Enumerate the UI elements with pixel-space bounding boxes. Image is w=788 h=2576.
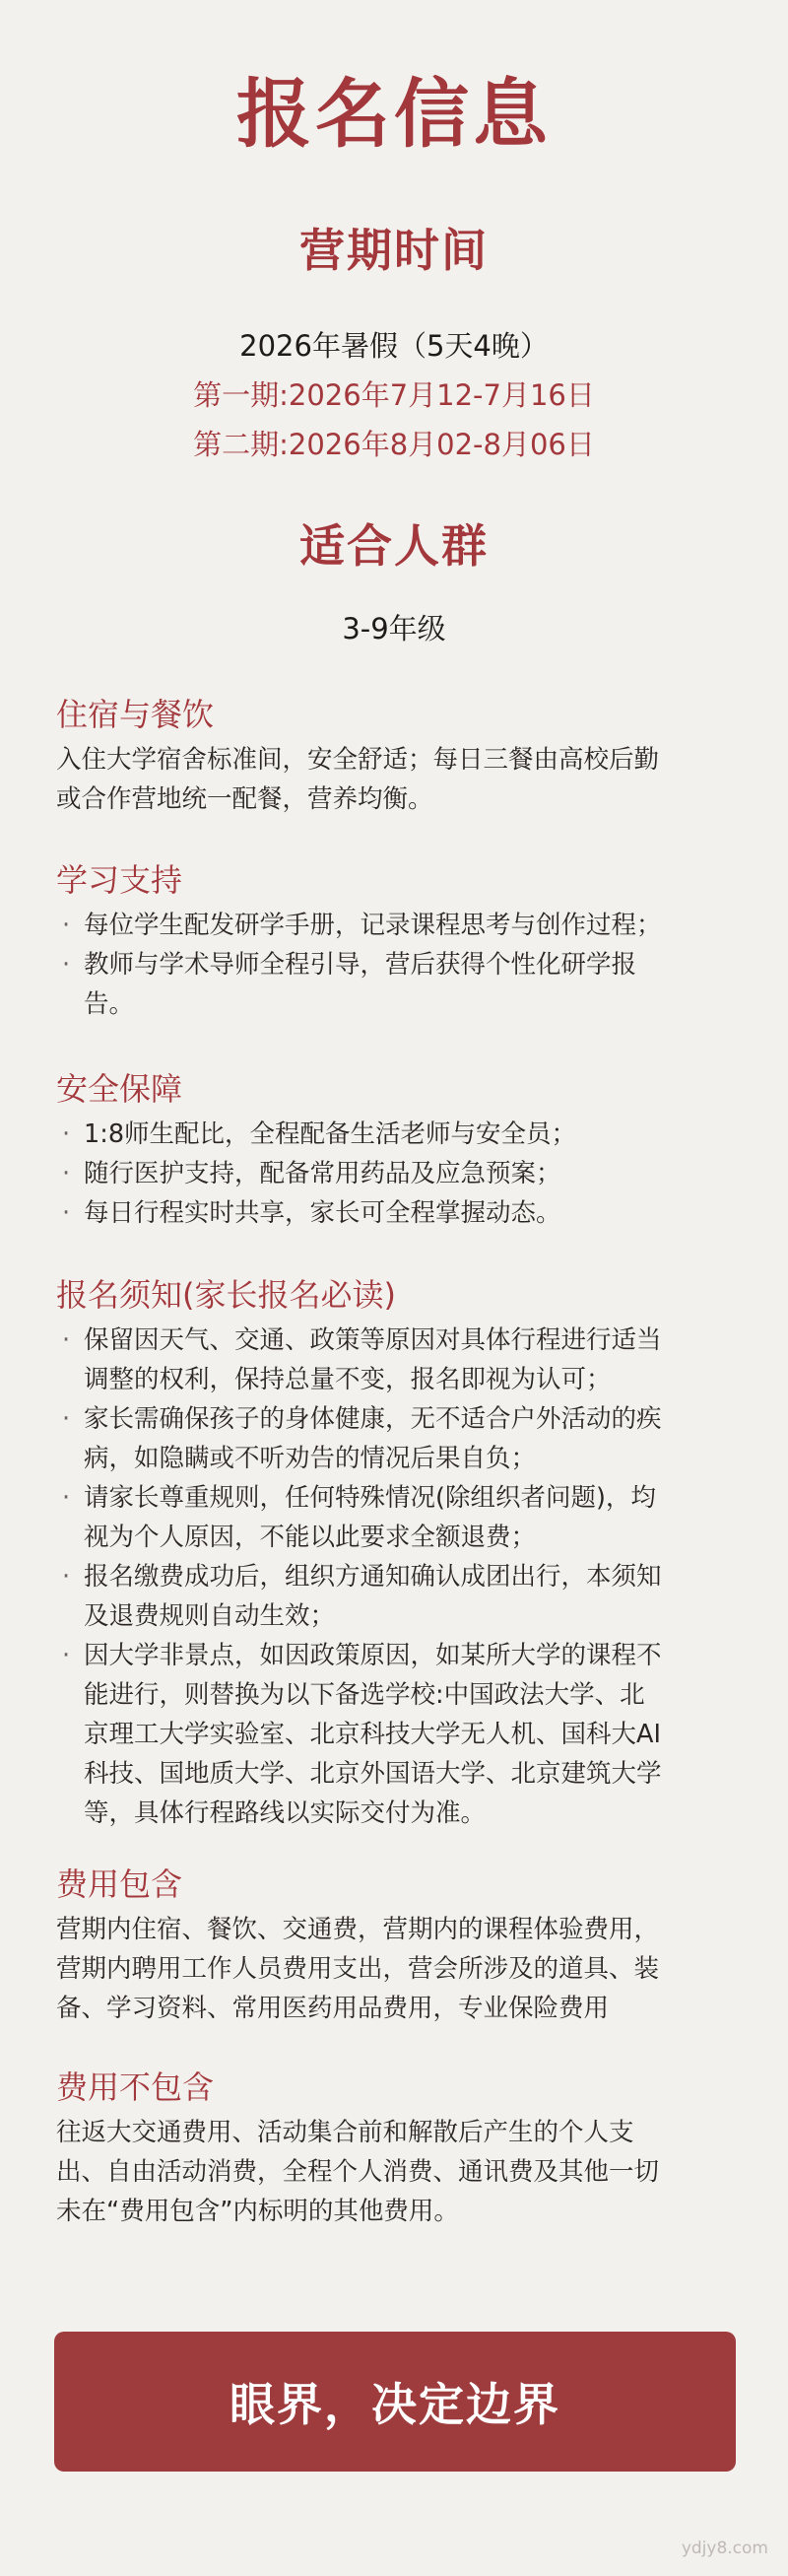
audience-grade: 3-9年级 xyxy=(342,612,446,645)
text-line: 未在“费用包含”内标明的其他费用。 xyxy=(56,2197,459,2226)
list-item-line: 报名缴费成功后，组织方通知确认成团出行，本须知 xyxy=(84,1562,662,1592)
text-line: 营期内聘用工作人员费用支出，营会所涉及的道具、装 xyxy=(56,1954,660,1984)
safety-heading: 安全保障 xyxy=(56,1070,183,1108)
list-item xyxy=(56,1193,736,1233)
list-item-line: 家长需确保孩子的身体健康，无不适合户外活动的疾 xyxy=(84,1404,662,1434)
bullet-icon: · xyxy=(62,1325,71,1355)
notice-list xyxy=(56,1321,736,1833)
notice-heading: 报名须知(家长报名必读) xyxy=(56,1276,396,1314)
bullet-icon: · xyxy=(62,1159,71,1188)
list-item-line: 科技、国地质大学、北京外国语大学、北京建筑大学 xyxy=(84,1759,662,1789)
included-section xyxy=(56,1864,736,2028)
excluded-heading: 费用不包含 xyxy=(56,2068,215,2106)
text-line: 往返大交通费用、活动集合前和解散后产生的个人支 xyxy=(56,2118,634,2147)
bullet-icon: · xyxy=(62,1119,71,1149)
list-item-line: 告。 xyxy=(84,989,135,1019)
list-item xyxy=(56,945,736,1024)
text-line: 或合作营地统一配餐，营养均衡。 xyxy=(56,784,433,814)
lodging-section xyxy=(56,695,736,819)
study-list xyxy=(56,906,736,1024)
list-item xyxy=(56,1321,736,1399)
list-item xyxy=(56,906,736,945)
watermark: ydjy8.com xyxy=(681,2539,768,2558)
text-line: 营期内住宿、餐饮、交通费，营期内的课程体验费用， xyxy=(56,1915,660,1944)
list-item-line: 因大学非景点，如因政策原因，如某所大学的课程不 xyxy=(84,1641,662,1670)
list-item-line: 每位学生配发研学手册，记录课程思考与创作过程； xyxy=(84,911,662,940)
list-item xyxy=(56,1636,736,1833)
bullet-icon: · xyxy=(62,1562,71,1592)
list-item-line: 能进行，则替换为以下备选学校:中国政法大学、北 xyxy=(84,1680,645,1710)
list-item-line: 等，具体行程路线以实际交付为准。 xyxy=(84,1798,487,1828)
audience-heading: 适合人群 xyxy=(299,519,489,573)
text-line: 入住大学宿舍标准间，安全舒适；每日三餐由高校后勤 xyxy=(56,745,660,775)
excluded-text xyxy=(56,2113,736,2231)
bullet-icon: · xyxy=(62,1641,71,1670)
list-item-line: 保留因天气、交通、政策等原因对具体行程进行适当 xyxy=(84,1325,662,1355)
list-item-line: 视为个人原因，不能以此要求全额退费； xyxy=(84,1523,537,1552)
lodging-text xyxy=(56,740,736,819)
list-item-line: 1:8师生配比，全程配备生活老师与安全员； xyxy=(84,1119,577,1149)
study-heading: 学习支持 xyxy=(56,861,183,899)
period-summary: 2026年暑假（5天4晚） xyxy=(239,329,549,363)
text-line: 备、学习资料、常用医药用品费用，专业保险费用 xyxy=(56,1994,610,2023)
included-heading: 费用包含 xyxy=(56,1865,183,1903)
bullet-icon: · xyxy=(62,911,71,940)
bullet-icon: · xyxy=(62,1404,71,1434)
list-item xyxy=(56,1557,736,1636)
list-item-line: 请家长尊重规则，任何特殊情况(除组织者问题)，均 xyxy=(84,1483,656,1513)
list-item-line: 及退费规则自动生效； xyxy=(84,1601,336,1631)
list-item xyxy=(56,1478,736,1557)
list-item-line: 随行医护支持，配备常用药品及应急预案； xyxy=(84,1159,561,1188)
included-text xyxy=(56,1910,736,2028)
bullet-icon: · xyxy=(62,1198,71,1228)
page-title: 报名信息 xyxy=(236,70,552,158)
period-heading: 营期时间 xyxy=(299,224,489,277)
bullet-icon: · xyxy=(62,950,71,980)
list-item-line: 病，如隐瞒或不听劝告的情况后果自负； xyxy=(84,1444,537,1473)
list-item-line: 教师与学术导师全程引导，营后获得个性化研学报 xyxy=(84,950,637,980)
bullet-icon: · xyxy=(62,1483,71,1513)
list-item-line: 调整的权利，保持总量不变，报名即视为认可； xyxy=(84,1365,612,1394)
notice-section xyxy=(56,1275,736,1833)
list-item xyxy=(56,1154,736,1193)
session-1: 第一期:2026年7月12-7月16日 xyxy=(193,378,595,412)
lodging-heading: 住宿与餐饮 xyxy=(56,696,215,733)
list-item xyxy=(56,1399,736,1478)
safety-list xyxy=(56,1115,736,1233)
list-item-line: 京理工大学实验室、北京科技大学无人机、国科大AI xyxy=(84,1720,661,1749)
safety-section xyxy=(56,1069,736,1233)
list-item xyxy=(56,1115,736,1154)
excluded-section xyxy=(56,2068,736,2231)
text-line: 出、自由活动消费，全程个人消费、通讯费及其他一切 xyxy=(56,2157,660,2187)
session-2: 第二期:2026年8月02-8月06日 xyxy=(193,428,595,461)
cta-button[interactable]: 眼界，决定边界 xyxy=(54,2332,736,2472)
study-section xyxy=(56,860,736,1024)
list-item-line: 每日行程实时共享，家长可全程掌握动态。 xyxy=(84,1198,561,1228)
